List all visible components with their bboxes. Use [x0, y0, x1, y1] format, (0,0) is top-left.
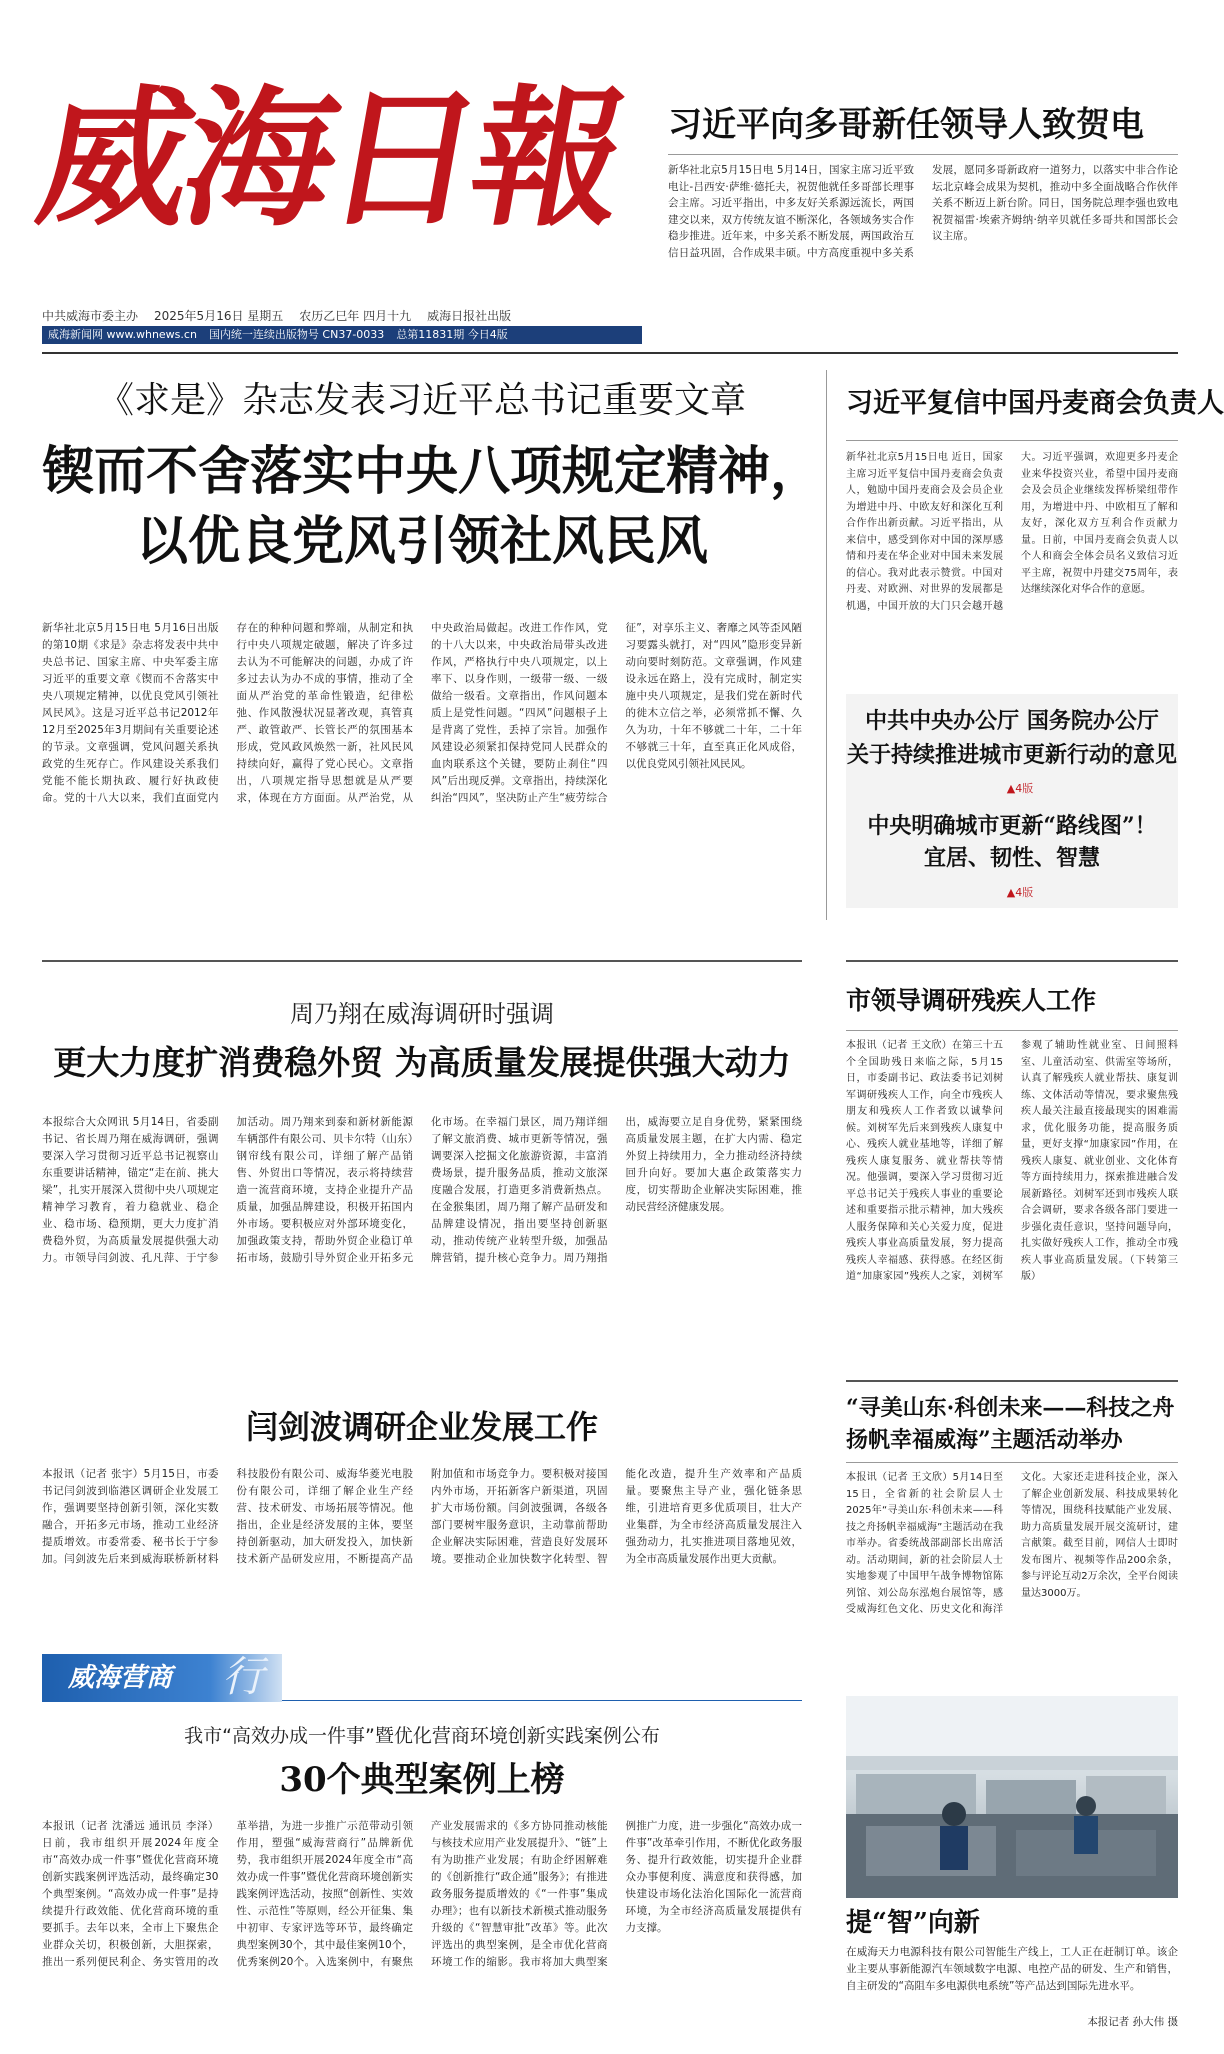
policy-page-ref[interactable]: ▲4版	[1006, 782, 1034, 795]
issn-text: 国内统一连续出版物号 CN37-0033	[208, 328, 385, 341]
lead-title-line2: 以优良党风引领社风民风	[135, 511, 708, 572]
top-headline: 习近平向多哥新任领导人致贺电	[668, 105, 1144, 145]
right4-title-line1: “寻美山东·科创未来——科技之舟	[846, 1395, 1175, 1421]
photo-caption-title: 提“智”向新	[846, 1908, 980, 1938]
right1-body: 新华社北京5月15日电 近日，国家主席习近平复信中国丹麦商会负责人，勉励中国丹麦商会及会员企业为增进中丹、中欧友好和深化互利合作作出新贡献。习近平指出，从来信中，感受到你对中国的深厚感情和丹麦在华企业对中国未来发展的信心。我对此表示赞赏。中国对丹麦、对欧洲、对世界的发展都是机遇，中国开放的大门只会越开越大。习近平强调，欢迎更多丹麦企业来华投资兴业，希望中国丹麦商会及会员企业继续发挥桥梁纽带作用，为增进中丹、中欧相互了解和友好，深化双方互利合作贡献力量。日前，中国丹麦商会负责人以个人和商会全体会员名义致信习近平主席，祝贺中丹建交75周年，表达继续深化对华合作的意愿。	[846, 452, 1178, 612]
column-banner-text: 威海营商	[68, 1663, 173, 1693]
website-text: 威海新闻网 www.whnews.cn	[48, 328, 197, 341]
article3-body: 本报讯（记者 张宇）5月15日，市委书记闫剑波到临港区调研企业发展工作，强调要坚持创新引领，深化实数融合，开拓多元市场，推动工业经济提质增效。市委常委、秘书长于宁参加。闫剑波先后来到威海联桥新材料科技股份有限公司、威海华菱光电股份有限公司，详细了解企业生产经营、技术研发、市场拓展等情况。他指出，企业是经济发展的主体，要坚持创新驱动，加大研发投入，加快新技术新产品研发应用，不断提高产品附加值和市场竞争力。要积极对接国内外市场，开拓新客户新渠道，巩固扩大市场份额。闫剑波强调，各级各部门要树牢服务意识，主动靠前帮助企业解决实际困难，营造良好发展环境。要推动企业加快数字化转型、智能化改造，提升生产效率和产品质量。要聚焦主导产业，强化链条思维，引进培育更多优质项目，壮大产业集群，为全市经济高质量发展注入强劲动力，扎实推进项目落地见效，为全市高质量发展作出更大贡献。	[42, 1468, 802, 1565]
date-text: 2025年5月16日 星期五	[154, 309, 284, 323]
policy-title-line1: 中共中央办公厅 国务院办公厅	[865, 708, 1159, 734]
article3-title: 闫剑波调研企业发展工作	[245, 1408, 598, 1446]
photo-credit: 本报记者 孙大伟 摄	[1087, 2016, 1178, 2028]
lead-body: 新华社北京5月15日电 5月16日出版的第10期《求是》杂志将发表中共中央总书记、国家主席、中央军委主席习近平的重要文章《锲而不舍落实中央八项规定精神，以优良党风引领社风民风》。这是习近平总书记2012年12月至2025年3月期间有关重要论述的节录。文章强调，党风问题关系执政党的生死存亡。作风建设关系我们党能不能长期执政、履行好执政使命。党的十八大以来，我们直面党内存在的种种问题和弊端，从制定和执行中央八项规定破题，解决了许多过去认为不可能解决的问题，办成了许多过去认为办不成的事情，推动了全面从严治党的革命性锻造，纪律松弛、作风散漫状况显著改观，真管真严、敢管敢严、长管长严的氛围基本形成，党风政风焕然一新，社风民风持续向好，赢得了党心民心。文章指出，八项规定指导思想就是从严要求，体现在方方面面。从严治党，从中央政治局做起。改进工作作风，党的十八大以来，中央政治局带头改进作风，严格执行中央八项规定，以上率下、以身作则，一级带一级、一级做给一级看。文章指出，作风问题本质上是党性问题。“四风”问题根子上是背离了党性，丢掉了宗旨。加强作风建设必须紧扣保持党同人民群众的血肉联系这个关键，要防止刹住“四风”后出现反弹。文章指出，持续深化纠治“四风”，坚决防止产生“疲劳综合征”，对享乐主义、奢靡之风等歪风陋习要露头就打，对“四风”隐形变异新动向要时刻防范。文章强调，作风建设永远在路上，没有完成时，制定实施中央八项规定，是我们党在新时代的徙木立信之举，必须常抓不懈、久久为功，十年不够就二十年，二十年不够就三十年，直至真正化风成俗，以优良党风引领社风民风。	[42, 622, 802, 804]
right4-title-line2: 扬帆幸福威海”主题活动举办	[846, 1427, 1123, 1453]
column-banner-glyph: 行	[222, 1652, 265, 1701]
news-photo	[846, 1696, 1178, 1898]
column-kicker: 我市“高效办成一件事”暨优化营商环境创新实践案例公布	[184, 1725, 660, 1747]
factory-photo-image	[846, 1696, 1178, 1898]
lead-title-line1: 锲而不舍落实中央八项规定精神，	[42, 441, 823, 502]
lead-kicker: 《求是》杂志发表习近平总书记重要文章	[97, 380, 746, 421]
masthead-title: 威海日報	[26, 71, 634, 247]
article2-kicker: 周乃翔在威海调研时强调	[290, 1000, 554, 1028]
publisher-text: 中共威海市委主办	[42, 309, 139, 323]
policy-sub-line1: 中央明确城市更新“路线图”！	[867, 813, 1157, 839]
masthead-infoline	[42, 306, 642, 326]
column-body: 本报讯（记者 沈潘远 通讯员 李泽）日前，我市组织开展2024年度全市“高效办成一件事”暨优化营商环境创新实践案例评选活动，最终确定30个典型案例。“高效办成一件事”是持续提升行政效能、优化营商环境的重要抓手。去年以来，全市上下聚焦企业群众关切，积极创新，大胆探索，推出一系列便民利企、务实管用的改革举措，为进一步推广示范带动引领作用，塑强“威海营商行”品牌新优势，我市组织开展2024年度全市“高效办成一件事”暨优化营商环境创新实践案例评选活动，按照“创新性、实效性、示范性”等原则，经公开征集、集中初审、专家评选等环节，最终确定典型案例30个，其中最佳案例10个，优秀案例20个。入选案例中，有聚焦产业发展需求的《多方协同推动核能与核技术应用产业发展提升》、“链”上有为助推产业发展；有助企纾困解难的《创新推行“政企通”服务》；有推进政务服务提质增效的《“一件事”集成办理》；也有以新技术新模式推动服务升级的《“智慧审批”改革》等。此次评选出的典型案例，是全市优化营商环境工作的缩影。我市将加大典型案例推广力度，进一步强化“高效办成一件事”改革牵引作用，不断优化政务服务、提升行政效能，切实提升企业群众办事便利度、满意度和获得感，加快建设市场化法治化国际化一流营商环境，为全市经济高质量发展提供有力支撑。	[42, 1820, 802, 1968]
lunar-date-text: 农历乙巳年 四月十九	[299, 309, 412, 323]
right4-body: 本报讯（记者 王文欣）5月14日至15日，全省新的社会阶层人士2025年“寻美山东·科创未来——科技之舟扬帆幸福威海”主题活动在我市举办。省委统战部副部长出席活动。活动期间，新的社会阶层人士实地参观了中国甲午战争博物馆陈列馆、刘公岛东泓炮台展馆等，感受威海红色文化、历史文化和海洋文化。大家还走进科技企业，深入了解企业创新发展、科技成果转化等情况，围绕科技赋能产业发展、助力高质量发展开展交流研讨，建言献策。截至目前，网信人士即时发布图片、视频等作品200余条，参与评论互动2万余次，全平台阅读量达3000万。	[846, 1472, 1178, 1615]
top-body: 新华社北京5月15日电 5月14日，国家主席习近平致电让-吕西安·萨维·德托夫，祝贺他就任多哥部长理事会主席。习近平指出，中多友好关系源远流长，两国建交以来，双方传统友谊不断深化，各领域务实合作稳步推进。近年来，中多关系不断发展，两国政治互信日益巩固，合作成果丰硕。中方高度重视中多关系发展，愿同多哥新政府一道努力，以落实中非合作论坛北京峰会成果为契机，推动中多全面战略合作伙伴关系不断迈上新台阶。同日，国务院总理李强也致电祝贺福雷·埃索齐姆纳·纳辛贝就任多哥共和国部长会议主席。	[668, 164, 1178, 259]
column-banner	[42, 1654, 282, 1702]
issue-text: 总第11831期 今日4版	[396, 328, 508, 341]
masthead-infobar	[42, 326, 642, 344]
right3-title: 市领导调研残疾人工作	[846, 986, 1097, 1015]
policy-sub-line2: 宜居、韧性、智慧	[923, 845, 1100, 871]
photo-caption-body: 在威海天力电源科技有限公司智能生产线上，工人正在赶制订单。该企业主要从事新能源汽车领域数字电源、电控产品的研发、生产和销售，自主研发的“高阻车多电源供电系统”等产品达到国际先进水平。	[846, 1946, 1178, 1992]
press-text: 威海日报社出版	[427, 309, 512, 323]
article2-body: 本报综合大众网讯 5月14日，省委副书记、省长周乃翔在威海调研，强调要深入学习贯彻习近平总书记视察山东重要讲话精神，锚定“走在前、挑大梁”，扎实开展深入贯彻中央八项规定精神学习教育，着力稳就业、稳企业、稳市场、稳预期，更大力度扩消费稳外贸，为高质量发展提供强大动力。市领导闫剑波、孔凡萍、于宁参加活动。周乃翔来到泰和新材新能源车辆部件有限公司、贝卡尔特（山东）钢帘线有限公司，详细了解产品销售、外贸出口等情况，表示将持续营造一流营商环境，支持企业提升产品质量，加强品牌建设，积极开拓国内外市场。要积极应对外部环境变化，加强政策支持，帮助外贸企业稳订单拓市场，鼓励引导外贸企业开拓多元化市场。在幸福门景区，周乃翔详细了解文旅消费、城市更新等情况，强调要深入挖掘文化旅游资源，丰富消费场景，提升服务品质，推动文旅深度融合发展，打造更多消费新热点。在金猴集团，周乃翔了解产品研发和品牌建设情况，指出要坚持创新驱动，推动传统产业转型升级，加强品牌营销，提升核心竞争力。周乃翔指出，威海要立足自身优势，紧紧围绕高质量发展主题，在扩大内需、稳定外贸上持续用力，全力推动经济持续回升向好。要加大惠企政策落实力度，切实帮助企业解决实际困难，推动民营经济健康发展。	[42, 1116, 802, 1264]
right3-body: 本报讯（记者 王文欣）在第三十五个全国助残日来临之际，5月15日，市委副书记、政法委书记刘树军调研残疾人工作，向全市残疾人朋友和残疾人工作者致以诚挚问候。刘树军先后来到残疾人康复中心、残疾人就业基地等，详细了解残疾人康复服务、就业帮扶等情况。他强调，要深入学习贯彻习近平总书记关于残疾人事业的重要论述和重要指示批示精神，加大残疾人服务保障和关心关爱力度，促进残疾人事业高质量发展，努力提高残疾人幸福感、获得感。在经区街道“加康家园”残疾人之家，刘树军参观了辅助性就业室、日间照料室、儿童活动室、供需室等场所，认真了解残疾人就业帮扶、康复训练、文体活动等情况，要求聚焦残疾人最关注最直接最现实的困难需求，优化服务功能，提高服务质量，更好支撑“加康家园”作用，在残疾人康复、就业创业、文化体育等方面持续用力，探索推进融合发展新路径。刘树军还到市残疾人联合会调研，要求各级各部门要进一步强化责任意识，坚持问题导向，扎实做好残疾人工作，推动全市残疾人事业高质量发展。（下转第三版）	[846, 1040, 1178, 1282]
policy-title-line2: 关于持续推进城市更新行动的意见	[846, 742, 1177, 768]
policy-sub-page-ref[interactable]: ▲4版	[1006, 886, 1034, 899]
column-title: 30个典型案例上榜	[279, 1760, 565, 1800]
article2-title: 更大力度扩消费稳外贸 为高质量发展提供强大动力	[53, 1043, 791, 1082]
right1-title: 习近平复信中国丹麦商会负责人	[846, 388, 1224, 419]
masthead-logo	[26, 64, 642, 254]
